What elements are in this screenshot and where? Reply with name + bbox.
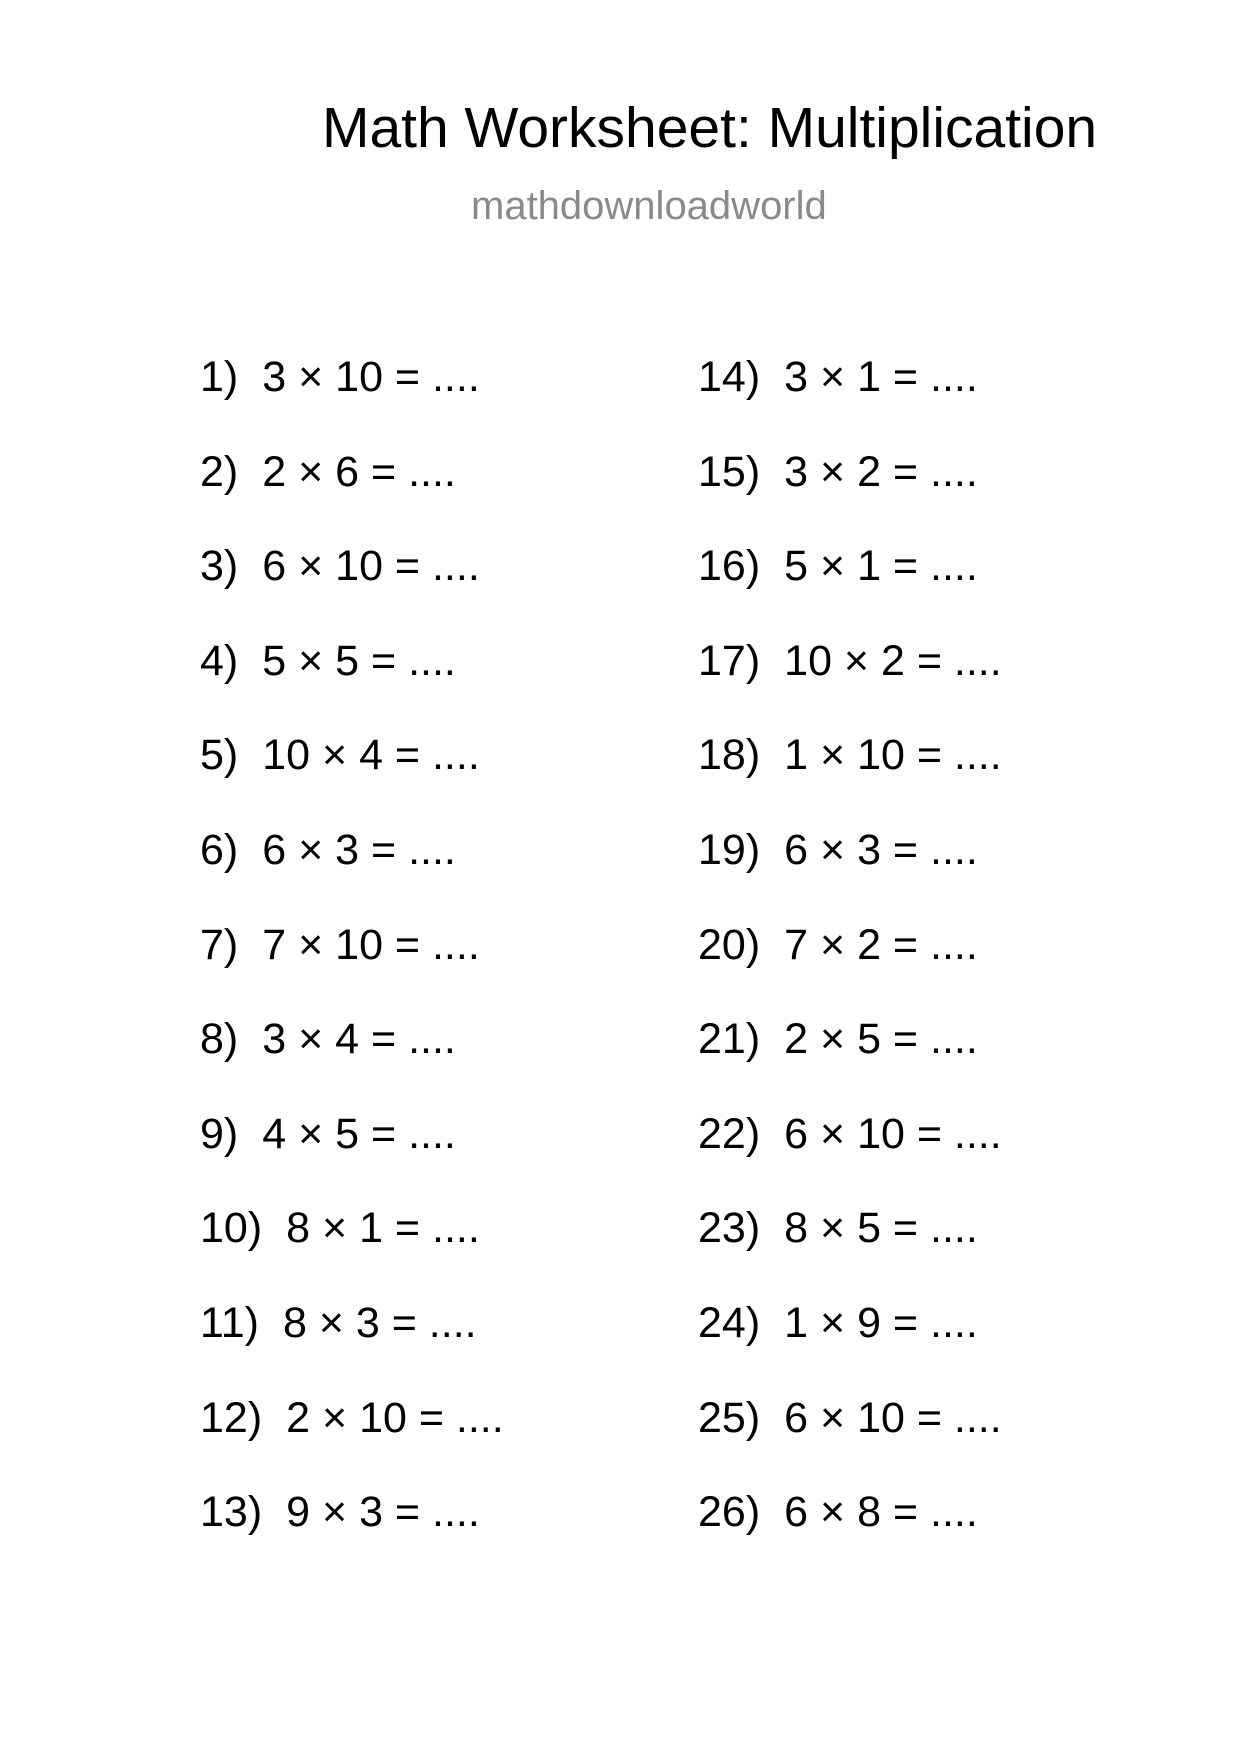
problem-number: 3) [200,542,239,590]
problem-number: 5) [200,731,239,779]
problem-number: 23) [698,1204,761,1252]
problem-expression: 6 × 10 = .... [784,1394,1002,1442]
problem-expression: 8 × 1 = .... [286,1204,480,1252]
problem-item [200,921,480,969]
problem-expression: 3 × 10 = .... [262,353,480,401]
problem-item [698,1015,978,1063]
problem-item [698,1110,1002,1158]
problem-number: 19) [698,826,761,874]
problem-expression: 1 × 9 = .... [784,1299,978,1347]
problem-expression: 2 × 10 = .... [286,1394,504,1442]
problem-number: 2) [200,448,239,496]
problem-expression: 9 × 3 = .... [286,1488,480,1536]
problem-expression: 3 × 1 = .... [784,353,978,401]
problem-expression: 8 × 3 = .... [282,1299,477,1347]
problem-expression: 6 × 3 = .... [262,826,456,874]
problem-expression: 1 × 10 = .... [784,731,1002,779]
problem-item [200,1488,480,1536]
problem-number: 14) [698,353,761,401]
problem-item [698,448,978,496]
problem-expression: 2 × 6 = .... [262,448,456,496]
problem-number: 9) [200,1110,239,1158]
problem-number: 22) [698,1110,761,1158]
problem-expression: 6 × 10 = .... [262,542,480,590]
problem-expression: 10 × 4 = .... [262,731,480,779]
problem-item [200,1394,504,1442]
problem-item [200,731,480,779]
problem-item [698,1299,978,1347]
problem-item [200,542,480,590]
problem-expression: 2 × 5 = .... [784,1015,978,1063]
problem-item [200,1110,456,1158]
page-subtitle: mathdownloadworld [471,184,827,228]
problem-item [698,353,978,401]
problem-number: 26) [698,1488,761,1536]
problem-item [698,1394,1002,1442]
problem-expression: 7 × 10 = .... [262,921,480,969]
problem-expression: 8 × 5 = .... [784,1204,978,1252]
problem-expression: 6 × 8 = .... [784,1488,978,1536]
problem-number: 20) [698,921,761,969]
problem-expression: 4 × 5 = .... [262,1110,456,1158]
problem-item [698,637,1002,685]
problem-item [698,1204,978,1252]
problem-number: 4) [200,637,239,685]
problem-number: 25) [698,1394,761,1442]
problem-number: 21) [698,1015,761,1063]
problem-item [200,1204,480,1252]
problem-item [698,826,978,874]
problem-expression: 5 × 5 = .... [262,637,456,685]
problem-number: 15) [698,448,761,496]
problem-item [200,353,480,401]
problem-item [698,1488,978,1536]
problem-number: 6) [200,826,239,874]
problem-expression: 3 × 4 = .... [262,1015,456,1063]
problem-number: 1) [200,353,239,401]
problem-item [698,542,978,590]
problem-item [200,448,456,496]
problem-number: 13) [200,1488,263,1536]
problem-expression: 7 × 2 = .... [784,921,978,969]
problem-number: 11) [200,1299,259,1347]
problem-expression: 5 × 1 = .... [784,542,978,590]
problem-number: 10) [200,1204,263,1252]
problem-number: 12) [200,1394,263,1442]
problem-expression: 3 × 2 = .... [784,448,978,496]
problem-number: 7) [200,921,239,969]
problem-number: 8) [200,1015,239,1063]
problem-number: 17) [698,637,761,685]
problem-item [200,1015,456,1063]
problem-number: 16) [698,542,761,590]
problem-item [200,826,456,874]
problem-item [200,1299,477,1347]
page-title: Math Worksheet: Multiplication [322,96,1098,160]
problem-expression: 6 × 3 = .... [784,826,978,874]
problem-item [200,637,456,685]
problem-expression: 6 × 10 = .... [784,1110,1002,1158]
problem-item [698,921,978,969]
problem-item [698,731,1002,779]
problem-number: 18) [698,731,761,779]
problem-number: 24) [698,1299,761,1347]
problem-expression: 10 × 2 = .... [784,637,1002,685]
